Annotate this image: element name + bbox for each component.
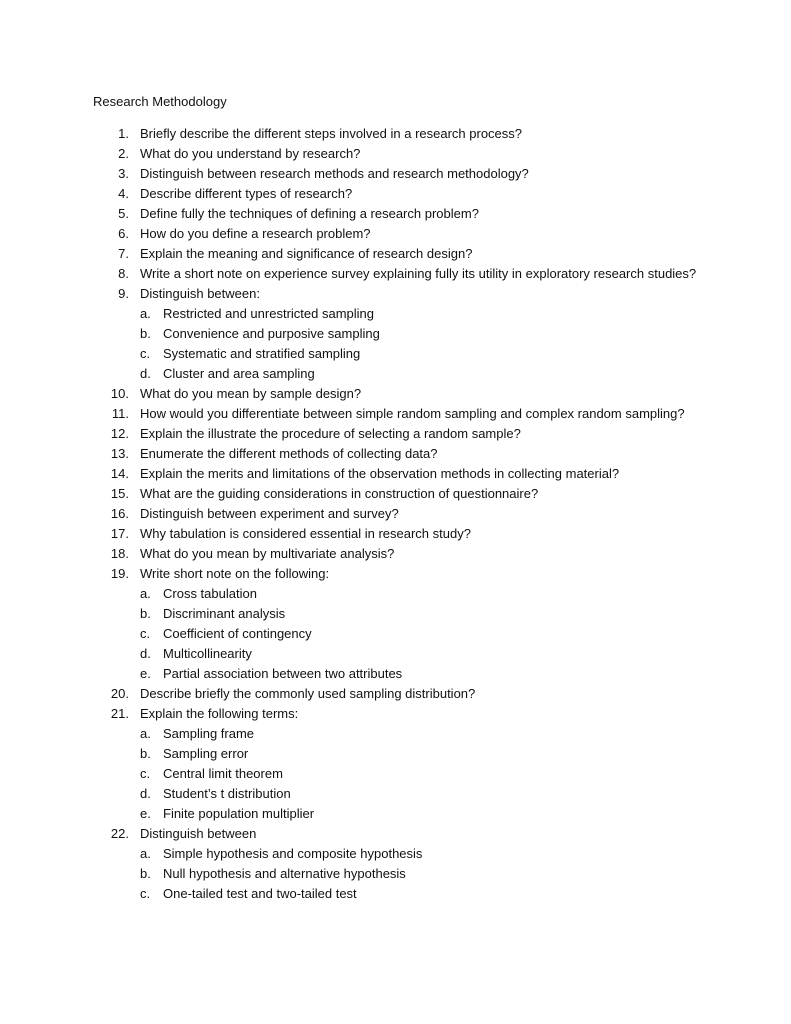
sub-item-letter: b. <box>140 746 151 761</box>
question-text: Enumerate the different methods of collecting data? <box>140 446 438 461</box>
sub-item-text: Simple hypothesis and composite hypothesis <box>163 846 423 861</box>
sub-item <box>0 784 791 804</box>
sub-item-text: Convenience and purposive sampling <box>163 326 380 341</box>
sub-item-letter: d. <box>140 366 151 381</box>
question-item <box>0 164 791 184</box>
sub-item-text: Multicollinearity <box>163 646 252 661</box>
question-number: 9. <box>118 286 129 301</box>
question-text: Why tabulation is considered essential in research study? <box>140 526 471 541</box>
question-text: Distinguish between <box>140 826 257 841</box>
question-text: Distinguish between experiment and survey? <box>140 506 399 521</box>
question-item <box>0 204 791 224</box>
question-item <box>0 484 791 504</box>
question-number: 12. <box>110 426 129 441</box>
question-text: Define fully the techniques of defining a research problem? <box>140 206 479 221</box>
question-text: Explain the meaning and significance of research design? <box>140 246 473 261</box>
question-number: 18. <box>110 546 129 561</box>
question-text: How do you define a research problem? <box>140 226 371 241</box>
sub-item-text: Cross tabulation <box>163 586 257 601</box>
question-item <box>0 544 791 564</box>
question-number: 3. <box>118 166 129 181</box>
question-item <box>0 424 791 444</box>
question-text: How would you differentiate between simple random sampling and complex random sampling? <box>140 406 685 421</box>
question-item <box>0 564 791 584</box>
question-item <box>0 124 791 144</box>
question-text: What do you mean by sample design? <box>140 386 362 401</box>
question-text: Distinguish between research methods and research methodology? <box>140 166 529 181</box>
question-text: Describe different types of research? <box>140 186 353 201</box>
question-text: Write a short note on experience survey explaining fully its utility in exploratory research studies? <box>140 266 697 281</box>
sub-item-letter: b. <box>140 326 151 341</box>
question-item <box>0 244 791 264</box>
sub-item-text: Student’s t distribution <box>163 786 291 801</box>
question-number: 15. <box>110 486 129 501</box>
sub-item-text: Coefficient of contingency <box>163 626 312 641</box>
question-number: 4. <box>118 186 129 201</box>
sub-item-text: Sampling error <box>163 746 249 761</box>
sub-item-letter: c. <box>140 766 151 781</box>
sub-item-letter: c. <box>140 626 151 641</box>
question-item <box>0 704 791 724</box>
question-number: 17. <box>110 526 129 541</box>
question-text: What do you understand by research? <box>140 146 361 161</box>
sub-item <box>0 744 791 764</box>
question-number: 10. <box>110 386 129 401</box>
question-number: 21. <box>110 706 129 721</box>
sub-item <box>0 584 791 604</box>
question-item <box>0 684 791 704</box>
sub-item-letter: b. <box>140 866 151 881</box>
question-text: Write short note on the following: <box>140 566 330 581</box>
sub-item-letter: a. <box>140 726 151 741</box>
question-item <box>0 504 791 524</box>
sub-item-text: Systematic and stratified sampling <box>163 346 361 361</box>
question-number: 1. <box>118 126 129 141</box>
sub-item <box>0 844 791 864</box>
sub-item <box>0 864 791 884</box>
question-number: 22. <box>110 826 129 841</box>
sub-item-text: Discriminant analysis <box>163 606 286 621</box>
question-text: Explain the illustrate the procedure of selecting a random sample? <box>140 426 521 441</box>
question-number: 19. <box>110 566 129 581</box>
question-item <box>0 464 791 484</box>
sub-item <box>0 624 791 644</box>
sub-item <box>0 724 791 744</box>
sub-item <box>0 344 791 364</box>
question-text: Explain the following terms: <box>140 706 299 721</box>
question-text: Distinguish between: <box>140 286 260 301</box>
question-list <box>0 124 791 904</box>
sub-item-text: Null hypothesis and alternative hypothesis <box>163 866 406 881</box>
question-item <box>0 824 791 844</box>
sub-item <box>0 364 791 384</box>
question-number: 6. <box>118 226 129 241</box>
question-item <box>0 144 791 164</box>
sub-item <box>0 884 791 904</box>
sub-item <box>0 644 791 664</box>
question-item <box>0 184 791 204</box>
question-number: 14. <box>110 466 129 481</box>
sub-item-letter: c. <box>140 346 151 361</box>
sub-item-text: One-tailed test and two-tailed test <box>163 886 357 901</box>
sub-item-letter: a. <box>140 846 151 861</box>
question-item <box>0 224 791 244</box>
question-text: Describe briefly the commonly used sampling distribution? <box>140 686 476 701</box>
question-number: 7. <box>118 246 129 261</box>
sub-item-letter: e. <box>140 806 151 821</box>
question-item <box>0 524 791 544</box>
question-number: 2. <box>118 146 129 161</box>
sub-item-letter: a. <box>140 586 151 601</box>
question-item <box>0 264 791 284</box>
sub-item <box>0 664 791 684</box>
document-title: Research Methodology <box>93 94 227 109</box>
question-item <box>0 284 791 304</box>
question-text: What are the guiding considerations in construction of questionnaire? <box>140 486 539 501</box>
sub-item-letter: d. <box>140 786 151 801</box>
question-number: 8. <box>118 266 129 281</box>
sub-item-text: Finite population multiplier <box>163 806 315 821</box>
question-item <box>0 444 791 464</box>
sub-item-text: Central limit theorem <box>163 766 283 781</box>
question-number: 16. <box>110 506 129 521</box>
question-number: 5. <box>118 206 129 221</box>
sub-item-letter: d. <box>140 646 151 661</box>
sub-item-text: Restricted and unrestricted sampling <box>163 306 374 321</box>
question-text: Briefly describe the different steps involved in a research process? <box>140 126 523 141</box>
sub-item-text: Cluster and area sampling <box>163 366 315 381</box>
sub-item-letter: c. <box>140 886 151 901</box>
sub-item <box>0 604 791 624</box>
sub-item-text: Sampling frame <box>163 726 255 741</box>
sub-item <box>0 304 791 324</box>
sub-item <box>0 324 791 344</box>
sub-item-letter: e. <box>140 666 151 681</box>
sub-item-letter: a. <box>140 306 151 321</box>
question-number: 20. <box>110 686 129 701</box>
question-item <box>0 404 791 424</box>
sub-item <box>0 764 791 784</box>
sub-item-text: Partial association between two attributes <box>163 666 403 681</box>
question-text: What do you mean by multivariate analysis? <box>140 546 395 561</box>
question-number: 13. <box>110 446 129 461</box>
question-item <box>0 384 791 404</box>
question-number: 11. <box>111 406 129 421</box>
sub-item-letter: b. <box>140 606 151 621</box>
sub-item <box>0 804 791 824</box>
question-text: Explain the merits and limitations of the observation methods in collecting material? <box>140 466 620 481</box>
